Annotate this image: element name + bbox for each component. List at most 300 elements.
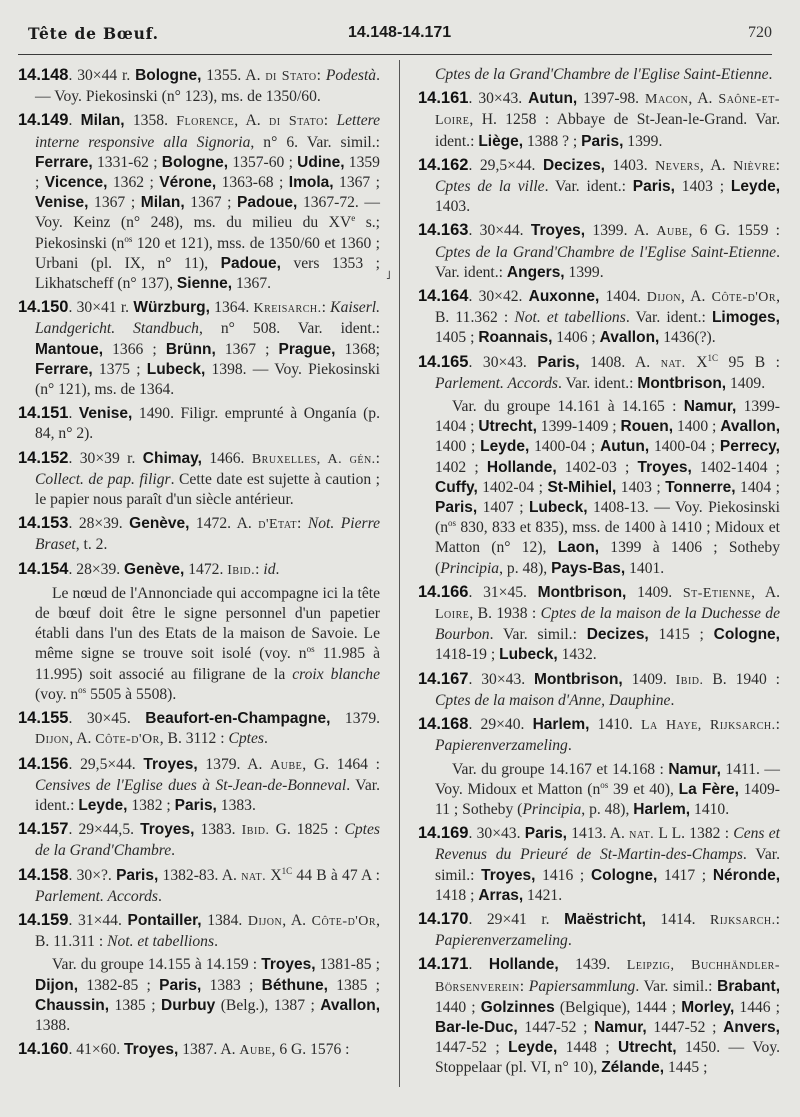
entry-text: 1472. bbox=[184, 560, 228, 578]
entry-text: , A. bbox=[699, 156, 734, 174]
source-title: Cptes de la maison de la Duchesse de Bourbon bbox=[435, 605, 781, 644]
entry-text: 1382-83. A. bbox=[158, 866, 242, 884]
source-title: Parlement. Accords bbox=[35, 887, 158, 905]
entry-text: 1385 ; bbox=[327, 976, 380, 994]
entry-text: . bbox=[158, 887, 162, 905]
archive-name: Dijon bbox=[646, 290, 682, 306]
entry-text: : bbox=[323, 112, 337, 130]
place-name: Arras, bbox=[478, 886, 524, 904]
superscript: os bbox=[600, 779, 609, 790]
catalogue-entry bbox=[18, 865, 380, 907]
entry-text: : bbox=[316, 67, 326, 84]
entry-text: . 30×45. bbox=[68, 710, 146, 728]
entry-text: 1400 ; bbox=[673, 418, 721, 436]
entry-text: 1472. A. bbox=[189, 515, 259, 533]
entry-text: : bbox=[519, 977, 529, 995]
archive-name: La Haye, Rijksarch. bbox=[640, 718, 776, 734]
place-name: Anvers, bbox=[723, 1018, 780, 1036]
entry-text: . Var. ident.: bbox=[558, 374, 638, 392]
entry-text: Le nœud de l'Annonciade qui accompagne ici la tête de bœuf doit être le signe personnel d'un papetier établi dans l'un des Etats de la maison de Savoie. Le même signe se trouve soit isolé (voy. n bbox=[35, 584, 380, 663]
entry-text: 1367 ; bbox=[88, 194, 141, 212]
entry-text: . 29,5×44. bbox=[68, 755, 144, 773]
entry-text: 1397-98. bbox=[577, 90, 646, 108]
entry-text: . 30×42. bbox=[468, 288, 529, 306]
place-name: Ferrare, bbox=[35, 360, 93, 378]
archive-name: Florence bbox=[176, 114, 235, 130]
archive-name: nat. bbox=[660, 355, 686, 371]
source-title: Principia bbox=[522, 800, 582, 818]
place-name: Utrecht, bbox=[478, 418, 537, 436]
entry-number: 14.156 bbox=[18, 754, 69, 773]
archive-name: Dijon bbox=[247, 913, 283, 929]
source-title: Papierenverzameling bbox=[435, 737, 568, 755]
entry-text: , p. 48), bbox=[581, 800, 634, 818]
entry-text: . Var. simil.: bbox=[489, 626, 587, 644]
archive-name: Bruxelles, A. gén. bbox=[251, 451, 376, 467]
archive-name: Macon bbox=[645, 92, 689, 108]
source-title: Principia bbox=[440, 559, 500, 577]
place-name: Montbrison, bbox=[637, 374, 727, 392]
archive-name: Ibid. bbox=[241, 823, 270, 839]
entry-text: , A. bbox=[751, 583, 780, 601]
place-name: Maëstricht, bbox=[564, 910, 646, 928]
entry-text: 1357-60 ; bbox=[228, 153, 298, 171]
superscript: os bbox=[78, 684, 87, 695]
place-name: Pays-Bas, bbox=[551, 559, 626, 577]
place-name: Paris, bbox=[537, 353, 580, 371]
source-title: Cptes de la ville bbox=[435, 178, 545, 196]
entry-text: Var. du groupe 14.161 à 14.165 : bbox=[452, 398, 684, 416]
entry-number: 14.157 bbox=[18, 820, 69, 839]
place-name: Leyde, bbox=[508, 1039, 558, 1057]
place-name: Roannais, bbox=[478, 329, 553, 347]
entry-text: 1418 ; bbox=[435, 886, 479, 904]
catalogue-entry bbox=[418, 582, 780, 666]
place-name: Perrecy, bbox=[719, 438, 780, 456]
entry-text: 1466. bbox=[201, 449, 252, 467]
source-title: Not. et tabellions bbox=[514, 309, 626, 327]
entry-text: 1414. bbox=[645, 910, 711, 928]
entry-text: . 30×44. bbox=[468, 222, 531, 240]
superscript: 1C bbox=[707, 352, 718, 363]
place-name: Lubeck, bbox=[499, 646, 558, 664]
entry-text: . bbox=[468, 956, 489, 974]
archive-name: Dijon bbox=[35, 732, 70, 748]
column-divider bbox=[399, 60, 400, 1087]
entry-text: . Cette date est sujette à caution ; le papier nous paraît d'un siècle antérieur. bbox=[35, 470, 380, 509]
entry-number: 14.165 bbox=[418, 352, 469, 371]
source-title: Cptes bbox=[228, 730, 265, 748]
entry-text: 5505 à 5508). bbox=[86, 685, 177, 703]
place-name: Paris, bbox=[174, 796, 217, 814]
entry-text: 1399 à 1406 ; Sotheby ( bbox=[435, 539, 780, 577]
entry-text: 1401. bbox=[625, 559, 665, 577]
entry-text: 1447-52 ; bbox=[646, 1018, 724, 1036]
catalogue-entry bbox=[418, 88, 780, 152]
entry-text: 1383. bbox=[216, 796, 256, 814]
archive-name: Loire bbox=[435, 607, 470, 623]
entry-text: 120 et 121), mss. de 1350/60 et 1360 ; Urbani (pl. IX, n° 11), bbox=[35, 234, 380, 272]
entry-text: X bbox=[685, 353, 708, 371]
entry-text: 1362 ; bbox=[107, 174, 160, 192]
entry-text: , B. 11.311 : bbox=[35, 911, 380, 951]
entry-text: , A. bbox=[282, 911, 312, 929]
archive-name: Nevers bbox=[655, 158, 700, 174]
entry-text: . bbox=[68, 112, 81, 130]
place-name: Milan, bbox=[140, 194, 185, 212]
place-name: Morley, bbox=[681, 998, 735, 1016]
place-name: Brabant, bbox=[717, 977, 780, 995]
entry-text: . Var. ident.: bbox=[35, 776, 380, 814]
entry-text: , n° 508. Var. ident.: bbox=[198, 320, 380, 338]
section-title: Tête de Bœuf. bbox=[28, 24, 159, 43]
running-header bbox=[18, 22, 772, 55]
entry-text: . bbox=[171, 842, 176, 860]
entry-text: , 6 G. 1559 : bbox=[688, 222, 781, 240]
entry-text: G. 1825 : bbox=[269, 821, 345, 839]
place-name: Laon, bbox=[557, 539, 600, 557]
entry-text: (voy. n bbox=[35, 685, 79, 703]
entry-number: 14.163 bbox=[418, 221, 469, 240]
entry-text: 44 B à 47 A : bbox=[292, 866, 380, 884]
archive-name: Rijksarch. bbox=[710, 912, 776, 928]
place-name: Chaussin, bbox=[35, 996, 110, 1014]
place-name: Montbrison, bbox=[534, 670, 623, 688]
entry-text: 1406 ; bbox=[552, 329, 600, 347]
catalogue-entry bbox=[418, 714, 780, 756]
place-name: Dijon, bbox=[35, 976, 79, 994]
entry-text: 1385 ; bbox=[109, 996, 162, 1014]
entry-text: , A. bbox=[69, 730, 96, 748]
source-title: croix blanche bbox=[292, 665, 380, 683]
catalogue-entry bbox=[18, 559, 380, 581]
place-name: Beaufort-en-Champagne, bbox=[145, 710, 331, 728]
place-name: Autun, bbox=[600, 438, 650, 456]
archive-name: Ibid. bbox=[675, 672, 704, 688]
entry-text: 1403. bbox=[605, 156, 656, 174]
catalogue-entry bbox=[418, 823, 780, 906]
place-name: Leyde, bbox=[730, 178, 780, 196]
place-name: Paris, bbox=[159, 976, 202, 994]
entry-text: B. 1940 : bbox=[703, 670, 781, 688]
source-title: Not. Pierre Braset bbox=[35, 515, 380, 554]
entry-text: X bbox=[266, 866, 282, 884]
place-name: Milan, bbox=[80, 112, 125, 130]
place-name: Hollande, bbox=[486, 458, 557, 476]
entry-text: 1402-04 ; bbox=[477, 478, 548, 496]
place-name: Venise, bbox=[35, 194, 89, 212]
source-title: Kaiserl. Landgericht. Standbuch bbox=[35, 299, 380, 338]
entry-text: 1379. bbox=[330, 710, 381, 728]
place-name: Paris, bbox=[524, 825, 567, 843]
place-name: Würzburg, bbox=[133, 299, 210, 317]
entry-number: 14.148 bbox=[18, 66, 69, 84]
group-note bbox=[18, 584, 380, 705]
place-name: Namur, bbox=[683, 398, 737, 416]
catalogue-entry bbox=[18, 448, 380, 511]
entry-text: . bbox=[567, 737, 572, 755]
entry-number: 14.159 bbox=[18, 910, 69, 929]
entry-text: . Var. ident.: bbox=[544, 178, 633, 196]
entry-text: 1436(?). bbox=[659, 329, 716, 347]
place-name: Hollande, bbox=[488, 956, 559, 974]
archive-name: Côte-d'Or bbox=[95, 732, 160, 748]
place-name: Cologne, bbox=[590, 866, 658, 884]
place-name: Decizes, bbox=[586, 626, 649, 644]
entry-number: 14.149 bbox=[18, 111, 69, 130]
entry-text: , t. 2. bbox=[75, 536, 108, 554]
source-title: Cptes de la Grand'Chambre de l'Eglise Saint-Etienne bbox=[435, 66, 769, 83]
entry-text: 11.985 à 11.995) soit associé au filigrane de la bbox=[35, 645, 380, 683]
place-name: Bologne, bbox=[135, 67, 202, 84]
place-name: St-Mihiel, bbox=[547, 478, 617, 496]
group-note bbox=[418, 760, 780, 821]
entry-text: 1379. A. bbox=[197, 755, 271, 773]
entry-text: . 30×43. bbox=[468, 825, 525, 843]
place-name: Troyes, bbox=[637, 458, 692, 476]
source-title: Papierenverzameling bbox=[435, 932, 568, 950]
entry-text: 95 B : bbox=[717, 353, 780, 371]
place-name: Bologne, bbox=[161, 153, 229, 171]
place-name: Leyde, bbox=[78, 796, 128, 814]
entry-text: 1367 ; bbox=[215, 340, 279, 358]
entry-text: 1382 ; bbox=[127, 796, 175, 814]
entry-text: , B. 11.362 : bbox=[435, 288, 780, 327]
catalogue-entry bbox=[18, 819, 380, 861]
place-name: Bar-le-Duc, bbox=[435, 1018, 518, 1036]
source-title: Cptes de la Grand'Chambre bbox=[35, 821, 380, 860]
entry-text: 1367-72. — Voy. Keinz (n° 248), ms. du milieu du XV bbox=[35, 194, 381, 232]
place-name: Namur, bbox=[668, 760, 721, 778]
entry-text: . Var. simil.: bbox=[635, 977, 718, 995]
entry-number: 14.161 bbox=[418, 89, 469, 108]
entry-text: (Belg.), 1387 ; bbox=[215, 996, 321, 1014]
entry-text: : bbox=[775, 910, 780, 928]
entry-text: 1409. bbox=[726, 374, 766, 392]
entry-text: 1415 ; bbox=[648, 626, 714, 644]
catalogue-entry bbox=[418, 220, 780, 283]
place-name: Avallon, bbox=[720, 418, 780, 436]
entry-number: 14.160 bbox=[18, 1040, 69, 1059]
archive-name: Aube bbox=[239, 1043, 272, 1059]
entry-text: 1416 ; bbox=[535, 866, 591, 884]
entry-number: 14.171 bbox=[418, 955, 469, 974]
place-name: Genève, bbox=[124, 560, 185, 578]
place-name: Harlem, bbox=[532, 716, 590, 734]
place-name: Padoue, bbox=[237, 194, 298, 212]
entry-text: 1445 ; bbox=[664, 1059, 708, 1077]
source-title: Collect. de pap. filigr bbox=[35, 470, 171, 488]
catalogue-entry bbox=[418, 155, 780, 218]
entry-text: 1400 ; bbox=[435, 438, 481, 456]
entry-number: 14.155 bbox=[18, 709, 69, 728]
catalogue-entry bbox=[18, 110, 380, 294]
entry-text: . 28×39. bbox=[68, 515, 130, 533]
entry-text: : bbox=[321, 299, 331, 317]
entry-text: . 30×39 r. bbox=[68, 449, 143, 467]
entry-text: , B. 1938 : bbox=[469, 605, 541, 623]
entry-text: 1447-52 ; bbox=[435, 1039, 509, 1057]
entry-text: 1417 ; bbox=[657, 866, 713, 884]
place-name: Ferrare, bbox=[35, 153, 93, 171]
entry-text: . 30×43. bbox=[468, 670, 535, 688]
entry-number: 14.151 bbox=[18, 404, 69, 423]
archive-name: Ibid. bbox=[227, 562, 256, 578]
place-name: Avallon, bbox=[599, 329, 660, 347]
archive-name: Côte-d'Or bbox=[711, 290, 777, 306]
source-title: Podestà bbox=[325, 67, 377, 84]
entry-text: : bbox=[255, 560, 264, 578]
superscript: e bbox=[351, 213, 356, 224]
entry-number: 14.167 bbox=[418, 669, 469, 688]
archive-name: d'Etat bbox=[258, 517, 298, 533]
entry-text: . 29,5×44. bbox=[468, 156, 543, 174]
entry-text: 1363-68 ; bbox=[216, 174, 289, 192]
entry-text: , p. 48), bbox=[499, 559, 552, 577]
place-name: Angers, bbox=[506, 263, 565, 281]
entry-text: 1399. bbox=[623, 132, 663, 150]
superscript: os bbox=[306, 644, 315, 655]
place-name: Cuffy, bbox=[435, 478, 478, 496]
entry-text: 1447-52 ; bbox=[517, 1018, 595, 1036]
entry-text: . 30×43. bbox=[468, 353, 538, 371]
entry-text: 1409. bbox=[622, 670, 676, 688]
place-name: Paris, bbox=[581, 132, 624, 150]
left-column bbox=[18, 65, 380, 1064]
entry-text: 1366 ; bbox=[103, 340, 166, 358]
entry-text: . bbox=[68, 405, 79, 423]
place-name: Namur, bbox=[594, 1018, 647, 1036]
place-name: Harlem, bbox=[633, 800, 691, 818]
entry-text: . bbox=[264, 730, 268, 748]
entry-text: : bbox=[375, 449, 381, 467]
entry-text: . Var. simil.: bbox=[435, 846, 780, 884]
entry-number: 14.152 bbox=[18, 448, 69, 467]
entry-text: 1490. Filigr. emprunté à Onganía (p. 84, n° 2). bbox=[35, 405, 380, 443]
entry-text: 1400-04 ; bbox=[649, 438, 720, 456]
margin-mark: ˩ bbox=[386, 268, 391, 282]
place-name: Decizes, bbox=[542, 156, 605, 174]
place-name: Durbuy bbox=[161, 996, 216, 1014]
entry-text: 1381-85 ; bbox=[315, 956, 381, 974]
entry-text: 1413. A. bbox=[567, 825, 630, 843]
entry-text: 1440 ; bbox=[435, 998, 481, 1016]
place-name: Montbrison, bbox=[537, 583, 627, 601]
place-name: Troyes, bbox=[261, 956, 316, 974]
entry-text: 1367 ; bbox=[184, 194, 238, 212]
entry-text: 1399. bbox=[564, 263, 604, 281]
source-title: Censives de l'Eglise dues à St-Jean-de-Bonneval bbox=[35, 776, 347, 794]
entry-text: 1388. bbox=[35, 1016, 71, 1034]
entry-text: 1355. A. bbox=[201, 67, 266, 84]
place-name: Brünn, bbox=[165, 340, 216, 358]
place-name: Genève, bbox=[129, 515, 190, 533]
place-name: Auxonne, bbox=[528, 288, 600, 306]
entry-text: 1400-04 ; bbox=[529, 438, 601, 456]
place-name: Béthune, bbox=[261, 976, 328, 994]
entry-text: 1399-1404 ; bbox=[435, 398, 780, 436]
entry-text: 1399. A. bbox=[585, 222, 657, 240]
source-title: id bbox=[263, 560, 276, 578]
entry-text: 1398. — Voy. Piekosinski (n° 121), ms. de 1364. bbox=[35, 360, 380, 399]
entry-text: 1388 ? ; bbox=[523, 132, 582, 150]
entry-text: 1410. bbox=[589, 716, 641, 734]
entry-text: 1331-62 ; bbox=[92, 153, 162, 171]
entry-text: . 30×41 r. bbox=[68, 299, 134, 317]
entry-number: 14.162 bbox=[418, 155, 469, 174]
entry-text: . 41×60. bbox=[68, 1041, 125, 1059]
entry-text: , B. 3112 : bbox=[159, 730, 229, 748]
group-note bbox=[18, 955, 380, 1036]
entry-text: . bbox=[670, 691, 675, 709]
place-name: Avallon, bbox=[320, 996, 381, 1014]
place-name: Golzinnes bbox=[480, 998, 555, 1016]
entry-text: . 29×41 r. bbox=[468, 910, 565, 928]
entry-text: : bbox=[775, 156, 780, 174]
place-name: Paris, bbox=[435, 499, 478, 517]
source-title: Cptes de la maison d'Anne, Dauphine bbox=[435, 691, 671, 709]
entry-text: 1410. bbox=[690, 800, 730, 818]
entry-text: . 30×44 r. bbox=[68, 67, 136, 84]
place-name: Troyes, bbox=[143, 755, 198, 773]
catalogue-entry bbox=[418, 65, 780, 85]
place-name: Troyes, bbox=[481, 866, 536, 884]
catalogue-entry bbox=[18, 513, 380, 555]
entry-text: 1403. bbox=[435, 198, 471, 216]
archive-name: Kreisarch. bbox=[253, 301, 322, 317]
superscript: os bbox=[448, 518, 457, 529]
source-title: Papiersammlung bbox=[528, 977, 636, 995]
entry-text: 1367. bbox=[232, 275, 272, 293]
source-title: Cens et Revenus du Prieuré de St-Martin-des-Champs bbox=[435, 825, 780, 864]
entry-text: 1450. — Voy. Stoppelaar (pl. VI, n° 10), bbox=[435, 1039, 781, 1077]
entry-range: 14.148-14.171 bbox=[348, 24, 452, 41]
entry-text: , H. 1258 : Abbaye de St-Jean-le-Grand. Var. ident.: bbox=[435, 111, 780, 150]
entry-number: 14.168 bbox=[418, 715, 469, 734]
place-name: Autun, bbox=[528, 90, 578, 108]
place-name: Imola, bbox=[288, 174, 334, 192]
place-name: Néronde, bbox=[712, 866, 781, 884]
entry-text: 1446 ; bbox=[734, 998, 780, 1016]
entry-text: 1359 ; bbox=[35, 153, 380, 192]
entry-text: , A. bbox=[234, 112, 269, 130]
entry-text: . 30×43. bbox=[468, 90, 529, 108]
entry-text: . — Voy. Piekosinski (n° 123), ms. de 1350/60. bbox=[35, 67, 380, 106]
entry-text: . 29×44,5. bbox=[68, 821, 141, 839]
archive-name: nat. bbox=[629, 827, 655, 843]
place-name: Lubeck, bbox=[528, 499, 588, 517]
right-column bbox=[418, 65, 780, 1082]
catalogue-entry bbox=[18, 754, 380, 817]
entry-text: Var. du groupe 14.167 et 14.168 : bbox=[452, 760, 669, 778]
catalogue-entry bbox=[18, 403, 380, 444]
entry-text: . bbox=[214, 933, 218, 951]
entry-text: 1383 ; bbox=[201, 976, 262, 994]
entry-text: . 31×45. bbox=[468, 583, 538, 601]
catalogue-entry bbox=[18, 297, 380, 400]
entry-text: 1411. — Voy. Midoux et Matton (n bbox=[435, 760, 780, 798]
entry-text: 1364. bbox=[209, 299, 254, 317]
source-title: Cptes de la Grand'Chambre de l'Eglise Saint-Etienne bbox=[435, 243, 777, 261]
archive-name: Côte-d'Or bbox=[311, 913, 377, 929]
entry-text: . 28×39. bbox=[68, 560, 125, 578]
place-name: Padoue, bbox=[220, 254, 281, 272]
catalogue-entry bbox=[418, 286, 780, 349]
entry-text: 1405 ; bbox=[435, 329, 479, 347]
entry-number: 14.166 bbox=[418, 582, 469, 601]
entry-text: 1418-19 ; bbox=[435, 646, 500, 664]
entry-text: 39 et 40), bbox=[608, 780, 679, 798]
